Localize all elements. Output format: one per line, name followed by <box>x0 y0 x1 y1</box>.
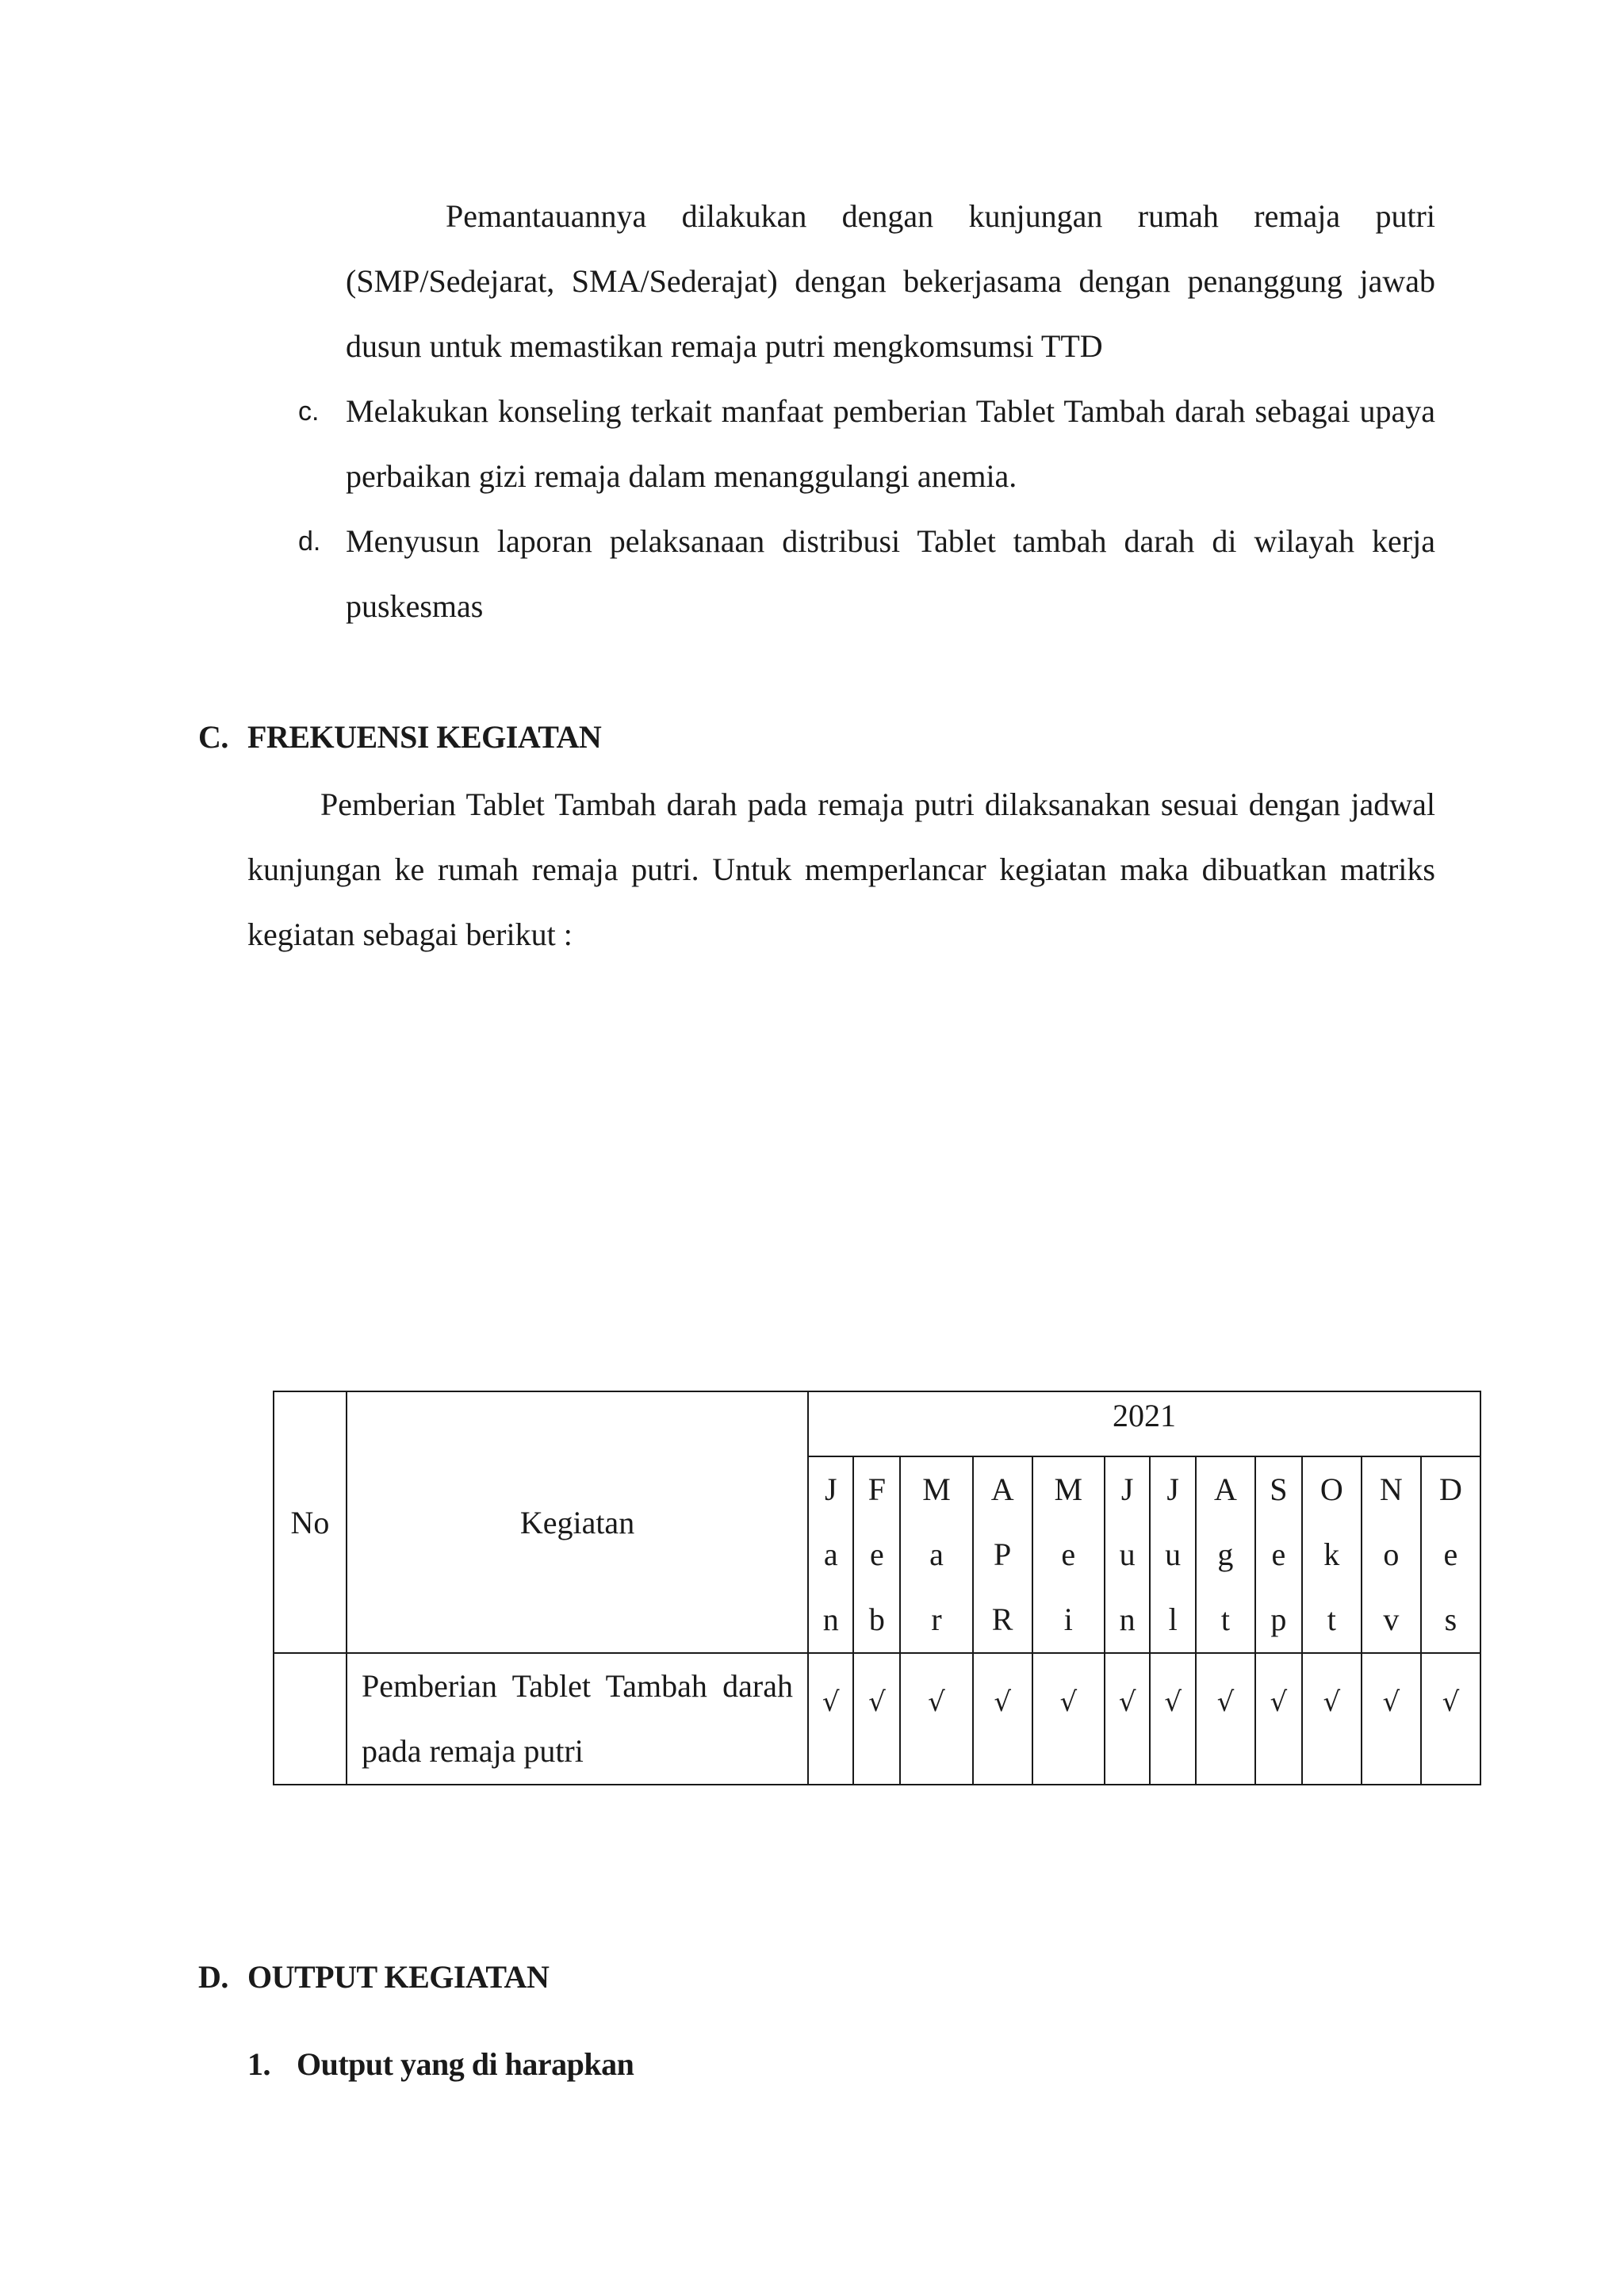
month-header-sep: S e p <box>1255 1456 1302 1653</box>
paragraph-monitoring: Pemantauannya dilakukan dengan kunjungan rumah remaja putri (SMP/Sedejarat, SMA/Sederajat) dengan bekerjasama dengan penanggung jawab dusun untuk memastikan remaja putri mengkomsumsi TTD <box>346 198 1435 364</box>
header-kegiatan: Kegiatan <box>347 1391 808 1653</box>
check-mar: √ <box>900 1653 972 1785</box>
month-header-feb: F e b <box>853 1456 900 1653</box>
check-feb: √ <box>853 1653 900 1785</box>
month-header-jan: J a n <box>808 1456 853 1653</box>
month-header-agt: A g t <box>1196 1456 1255 1653</box>
list-marker-c: c. <box>298 396 320 427</box>
list-item-c: Melakukan konseling terkait manfaat pemberian Tablet Tambah darah sebagai upaya perbaikan gizi remaja dalam menanggulangi anemia. <box>346 393 1435 494</box>
row-no-cell <box>274 1653 347 1785</box>
section-d-title: OUTPUT KEGIATAN <box>247 1959 550 1995</box>
check-des: √ <box>1421 1653 1480 1785</box>
header-year: 2021 <box>808 1391 1480 1456</box>
activity-matrix-table <box>273 1391 1481 1785</box>
section-c-title: FREKUENSI KEGIATAN <box>247 719 602 755</box>
month-header-mar: M a r <box>900 1456 972 1653</box>
table-row <box>274 1653 1480 1785</box>
section-c-paragraph: Pemberian Tablet Tambah darah pada remaja putri dilaksanakan sesuai dengan jadwal kunjungan ke rumah remaja putri. Untuk memperlancar kegiatan maka dibuatkan matriks kegiatan sebagai berikut : <box>247 786 1435 952</box>
month-header-jun: J u n <box>1105 1456 1150 1653</box>
check-jan: √ <box>808 1653 853 1785</box>
month-header-mei: M e i <box>1032 1456 1105 1653</box>
month-header-nov: N o v <box>1362 1456 1421 1653</box>
month-header-apr: A P R <box>973 1456 1032 1653</box>
check-sep: √ <box>1255 1653 1302 1785</box>
check-agt: √ <box>1196 1653 1255 1785</box>
check-okt: √ <box>1302 1653 1362 1785</box>
section-c-number: C. <box>198 719 228 755</box>
check-jul: √ <box>1150 1653 1195 1785</box>
list-item-d: Menyusun laporan pelaksanaan distribusi Tablet tambah darah di wilayah kerja puskesmas <box>346 523 1435 624</box>
row-kegiatan-cell: Pemberian Tablet Tambah darah pada remaja putri <box>347 1653 808 1785</box>
check-nov: √ <box>1362 1653 1421 1785</box>
month-header-jul: J u l <box>1150 1456 1195 1653</box>
table-header-row <box>274 1391 1480 1456</box>
check-apr: √ <box>973 1653 1032 1785</box>
subsection-d1-number: 1. <box>247 2046 270 2082</box>
header-no: No <box>274 1391 347 1653</box>
check-jun: √ <box>1105 1653 1150 1785</box>
section-c-heading <box>198 714 601 761</box>
check-mei: √ <box>1032 1653 1105 1785</box>
section-d-number: D. <box>198 1959 228 1995</box>
list-marker-d: d. <box>298 526 321 557</box>
subsection-d1-heading <box>247 2041 634 2088</box>
month-header-des: D e s <box>1421 1456 1480 1653</box>
month-header-okt: O k t <box>1302 1456 1362 1653</box>
subsection-d1-title: Output yang di harapkan <box>297 2046 634 2082</box>
section-d-heading <box>198 1954 549 2001</box>
